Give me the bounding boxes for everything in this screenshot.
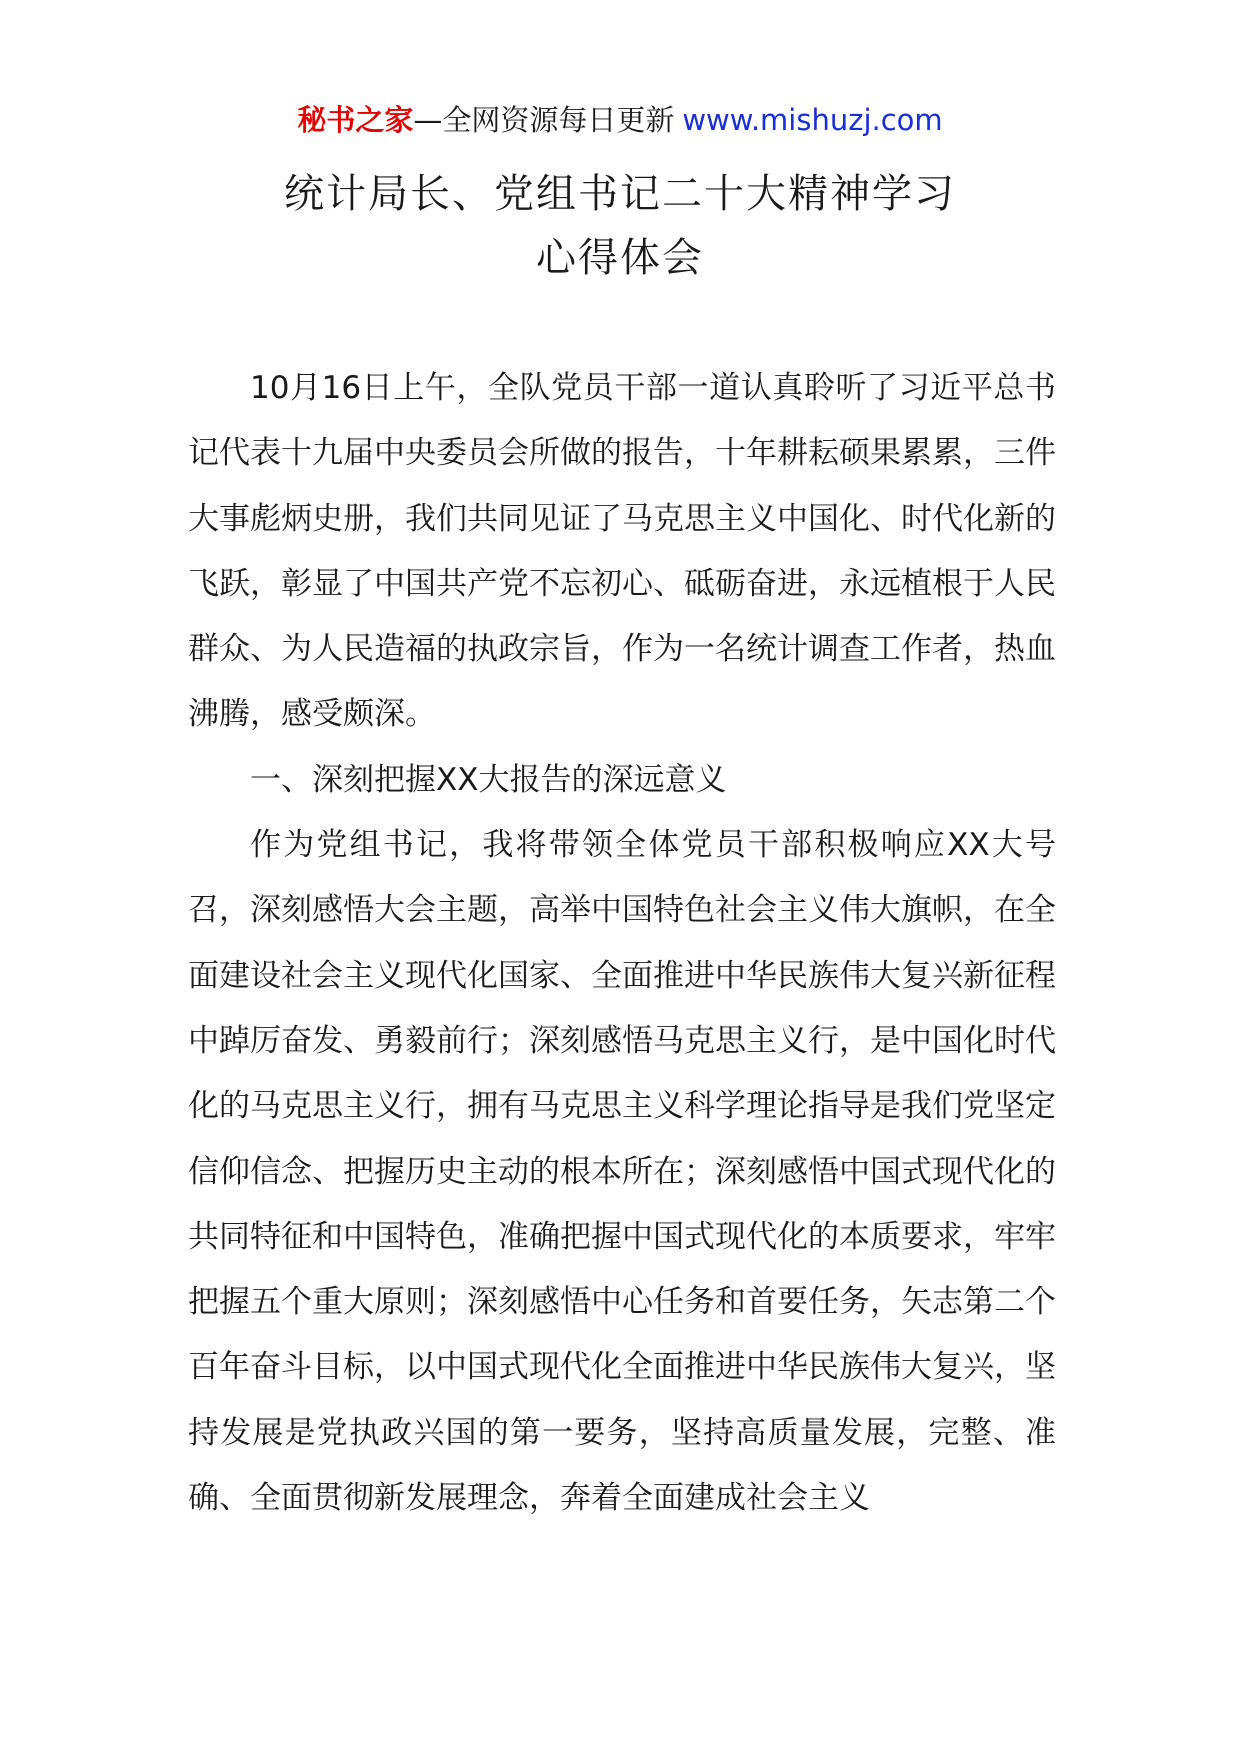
section-heading-1: 一、深刻把握XX大报告的深远意义 [250, 761, 727, 798]
title-line-1: 统计局长、党组书记二十大精神学习 [284, 171, 956, 217]
document-title [0, 162, 1240, 290]
title-line-2: 心得体会 [536, 235, 704, 281]
brand-name: 秘书之家 [297, 103, 414, 137]
site-url-link[interactable]: www.mishuzj.com [682, 103, 943, 137]
paragraph-intro: 10月16日上午，全队党员干部一道认真聆听了习近平总书记代表十九届中央委员会所做的报告，十年耕耘硕果累累，三件大事彪炳史册，我们共同见证了马克思主义中国化、时代化新的飞跃，彰显了中国共产党不忘初心、砥砺奋进，永远植根于人民群众、为人民造福的执政宗旨，作为一名统计调查工作者，热血沸腾，感受颇深。 [188, 370, 1056, 733]
header-banner [0, 100, 1240, 140]
document-body [188, 356, 1056, 1531]
paragraph-section-1: 作为党组书记，我将带领全体党员干部积极响应XX大号召，深刻感悟大会主题，高举中国特色社会主义伟大旗帜，在全面建设社会主义现代化国家、全面推进中华民族伟大复兴新征程中踔厉奋发、勇毅前行；深刻感悟马克思主义行，是中国化时代化的马克思主义行，拥有马克思主义科学理论指导是我们党坚定信仰信念、把握历史主动的根本所在；深刻感悟中国式现代化的共同特征和中国特色，准确把握中国式现代化的本质要求，牢牢把握五个重大原则；深刻感悟中心任务和首要任务，矢志第二个百年奋斗目标，以中国式现代化全面推进中华民族伟大复兴，坚持发展是党执政兴国的第一要务，坚持高质量发展，完整、准确、全面贯彻新发展理念，奔着全面建成社会主义 [188, 827, 1056, 1517]
header-tagline: —全网资源每日更新 [413, 103, 675, 137]
